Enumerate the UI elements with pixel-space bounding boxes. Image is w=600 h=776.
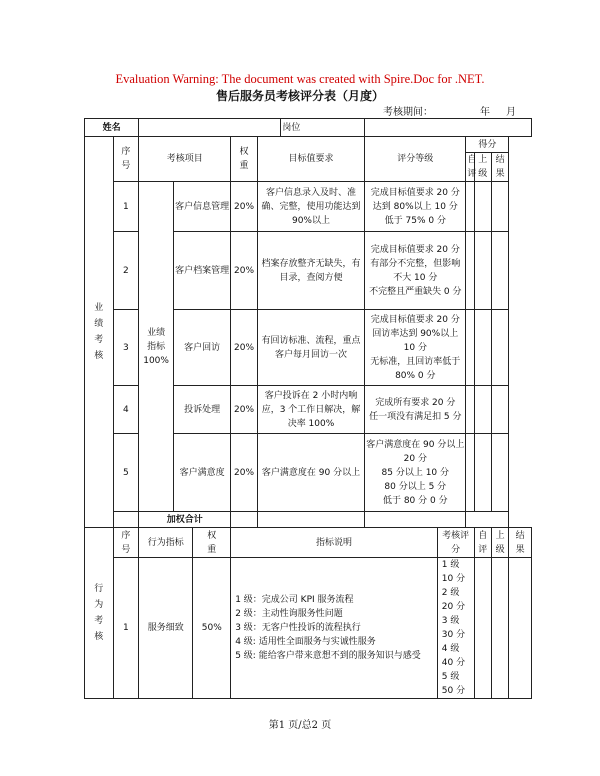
behavior-section-label: 行 为 考 核 xyxy=(85,528,114,699)
evaluation-table xyxy=(84,118,532,699)
col-header-weight: 权 重 xyxy=(231,137,258,182)
period-label: 考核期间： xyxy=(383,107,433,118)
row-weight: 20% xyxy=(231,182,258,232)
period-month: 月 xyxy=(506,107,516,118)
col-header-result: 结 果 xyxy=(509,528,532,558)
row-no: 4 xyxy=(113,386,139,434)
score-result[interactable] xyxy=(491,386,508,434)
score-superior[interactable] xyxy=(474,310,491,386)
row-target: 客户满意度在 90 分以上 xyxy=(257,434,364,512)
score-self[interactable] xyxy=(466,310,474,386)
score-result[interactable] xyxy=(491,232,508,310)
indicator-cell: 业绩 指标 100% xyxy=(139,182,174,512)
row-weight: 50% xyxy=(193,558,231,699)
score-result[interactable] xyxy=(491,310,508,386)
row-weight: 20% xyxy=(231,232,258,310)
col-header-weight: 权 重 xyxy=(193,528,231,558)
col-header-description: 指标说明 xyxy=(231,528,438,558)
score-superior[interactable] xyxy=(474,182,491,232)
score-self[interactable] xyxy=(474,558,491,699)
col-header-target: 目标值要求 xyxy=(257,137,364,182)
col-header-superior: 上 级 xyxy=(491,528,508,558)
row-description: 1 级：完成公司 KPI 服务流程 2 级：主动性询服务性问题 3 级：无客户性投诉的流程执行 4 级: 适用性全面服务与实诚性服务 5 级: 能给客户带来意想不到的服务知识与感受 xyxy=(231,558,438,699)
weighted-total-label: 加权合计 xyxy=(139,512,231,528)
row-weight: 20% xyxy=(231,310,258,386)
col-header-self: 自 评 xyxy=(474,528,491,558)
name-field[interactable] xyxy=(139,119,281,137)
col-header-self: 自 评 xyxy=(466,153,474,182)
score-superior[interactable] xyxy=(474,386,491,434)
score-result[interactable] xyxy=(491,434,508,512)
row-no: 2 xyxy=(113,232,139,310)
row-item: 客户信息管理 xyxy=(173,182,230,232)
page-footer: 第1 页/总2 页 xyxy=(268,720,332,731)
row-item: 客户回访 xyxy=(173,310,230,386)
position-label: 岗位 xyxy=(281,119,365,137)
row-no: 1 xyxy=(113,182,139,232)
evaluation-warning: Evaluation Warning: The document was created with Spire.Doc for .NET. xyxy=(115,72,485,86)
score-self[interactable] xyxy=(466,434,474,512)
col-header-item: 考核项目 xyxy=(139,137,231,182)
row-target: 有回访标准、流程，重点客户每月回访一次 xyxy=(257,310,364,386)
row-item: 投诉处理 xyxy=(173,386,230,434)
row-grading: 完成目标值要求 20 分 有部分不完整，但影响不大 10 分 不完整且严重缺失 0 分 xyxy=(365,232,466,310)
row-grading: 完成目标值要求 20 分 回访率达到 90%以上 10 分 无标准，且回访率低于 80% 0 分 xyxy=(365,310,466,386)
row-weight: 20% xyxy=(231,386,258,434)
period-year: 年 xyxy=(480,107,490,118)
row-indicator: 服务细致 xyxy=(139,558,193,699)
col-header-no: 序 号 xyxy=(113,137,139,182)
score-superior[interactable] xyxy=(474,434,491,512)
row-target: 档案存放整齐无缺失，有目录，查阅方便 xyxy=(257,232,364,310)
score-self[interactable] xyxy=(466,232,474,310)
col-header-result: 结 果 xyxy=(491,153,508,182)
score-superior[interactable] xyxy=(474,232,491,310)
col-header-score: 得分 xyxy=(466,137,509,153)
score-superior[interactable] xyxy=(491,558,508,699)
col-header-grading: 评分等级 xyxy=(365,137,466,182)
col-header-indicator: 行为指标 xyxy=(139,528,193,558)
row-grading: 完成目标值要求 20 分 达到 80%以上 10 分 低于 75% 0 分 xyxy=(365,182,466,232)
performance-section-label: 业 绩 考 核 xyxy=(85,137,114,528)
score-self[interactable] xyxy=(466,182,474,232)
row-grading: 客户满意度在 90 分以上 20 分 85 分以上 10 分 80 分以上 5 分 低于 80 分 0 分 xyxy=(365,434,466,512)
col-header-superior: 上 级 xyxy=(474,153,491,182)
row-item: 客户满意度 xyxy=(173,434,230,512)
score-result[interactable] xyxy=(509,558,532,699)
table-row xyxy=(85,558,532,699)
col-header-no: 序 号 xyxy=(113,528,139,558)
row-grading: 1 级 10 分 2 级 20 分 3 级 30 分 4 级 40 分 5 级 50 分 xyxy=(437,558,474,699)
row-no: 5 xyxy=(113,434,139,512)
row-item: 客户档案管理 xyxy=(173,232,230,310)
name-label: 姓名 xyxy=(85,119,139,137)
row-target: 客户投诉在 2 小时内响应，3 个工作日解决，解决率 100% xyxy=(257,386,364,434)
table-row xyxy=(85,182,532,232)
score-result[interactable] xyxy=(491,182,508,232)
row-target: 客户信息录入及时、准确、完整，使用功能达到 90%以上 xyxy=(257,182,364,232)
position-field[interactable] xyxy=(365,119,532,137)
row-no: 3 xyxy=(113,310,139,386)
score-self[interactable] xyxy=(466,386,474,434)
page-title: 售后服务员考核评分表（月度） xyxy=(215,89,384,103)
col-header-grading: 考核评分 xyxy=(437,528,474,558)
row-no: 1 xyxy=(113,558,139,699)
row-weight: 20% xyxy=(231,434,258,512)
row-grading: 完成所有要求 20 分 任一项没有满足扣 5 分 xyxy=(365,386,466,434)
weighted-total-value[interactable] xyxy=(466,512,509,528)
